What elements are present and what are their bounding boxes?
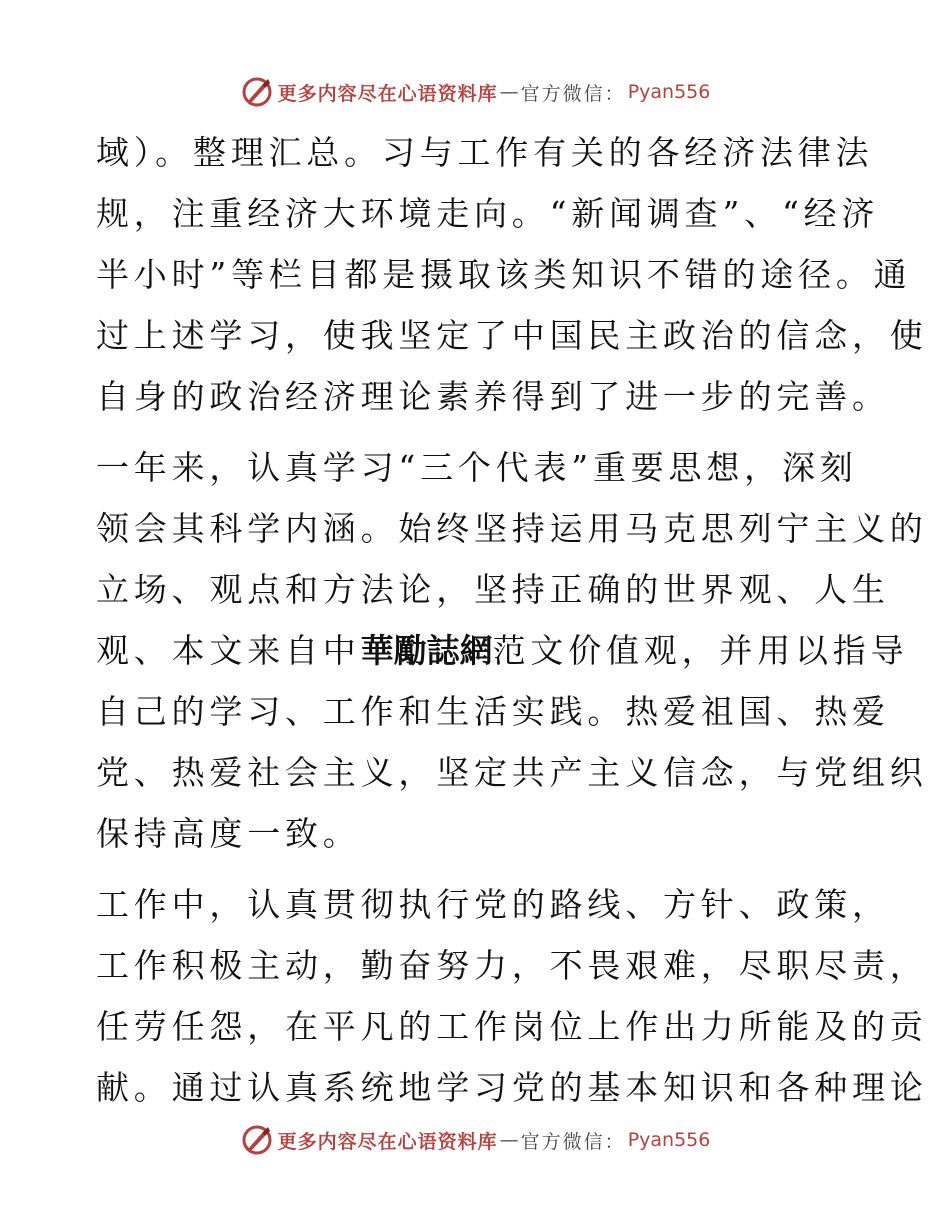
watermark-account: Pyan556 bbox=[627, 1129, 711, 1151]
text-line: 党、热爱社会主义，坚定共产主义信念，与党组织 bbox=[96, 753, 928, 792]
paragraph bbox=[96, 437, 928, 864]
text-line: 工作中，认真贯彻执行党的路线、方针、政策， bbox=[96, 885, 890, 924]
text-line: 半小时”等栏目都是摄取该类知识不错的途径。通 bbox=[96, 255, 912, 294]
text-line: 过上述学习，使我坚定了中国民主政治的信念，使 bbox=[96, 316, 928, 355]
text-line: 自身的政治经济理论素养得到了进一步的完善。 bbox=[96, 377, 890, 416]
watermark-brand: 更多内容尽在心语资料库 bbox=[277, 82, 498, 105]
paragraph bbox=[96, 122, 928, 427]
inline-site-name: 華勵誌網 bbox=[360, 631, 493, 670]
quill-logo-icon bbox=[240, 1123, 274, 1157]
header-watermark bbox=[0, 72, 950, 112]
footer-watermark bbox=[0, 1120, 950, 1160]
paragraph bbox=[96, 874, 928, 1118]
text-line: 域）。整理汇总。习与工作有关的各经济法律法 bbox=[96, 133, 874, 172]
watermark-dash: — bbox=[499, 1129, 519, 1151]
text-segment: 观、本文来自中 bbox=[96, 631, 361, 670]
watermark-dash: — bbox=[499, 81, 519, 103]
watermark-label: 官方微信： bbox=[520, 82, 626, 105]
text-line: 规，注重经济大环境走向。“新闻调查”、“经济 bbox=[96, 194, 880, 233]
watermark-account: Pyan556 bbox=[627, 81, 711, 103]
document-body bbox=[96, 122, 928, 1118]
watermark-brand: 更多内容尽在心语资料库 bbox=[277, 1130, 498, 1153]
text-line: 一年来，认真学习“三个代表”重要思想，深刻 bbox=[96, 448, 858, 487]
quill-logo-icon bbox=[240, 75, 274, 109]
text-line: 领会其科学内涵。始终坚持运用马克思列宁主义的 bbox=[96, 509, 928, 548]
text-line: 立场、观点和方法论，坚持正确的世界观、人生 bbox=[96, 570, 890, 609]
text-line: 工作积极主动，勤奋努力，不畏艰难，尽职尽责， bbox=[96, 946, 928, 985]
watermark-label: 官方微信： bbox=[520, 1130, 626, 1153]
text-line-mixed bbox=[96, 620, 909, 681]
text-line: 自己的学习、工作和生活实践。热爱祖国、热爱 bbox=[96, 692, 890, 731]
text-line: 任劳任怨，在平凡的工作岗位上作出力所能及的贡 bbox=[96, 1007, 928, 1046]
text-segment: 范文价值观，并用以指导 bbox=[492, 631, 909, 670]
text-line: 保持高度一致。 bbox=[96, 814, 361, 853]
text-line: 献。通过认真系统地学习党的基本知识和各种理论 bbox=[96, 1068, 928, 1107]
